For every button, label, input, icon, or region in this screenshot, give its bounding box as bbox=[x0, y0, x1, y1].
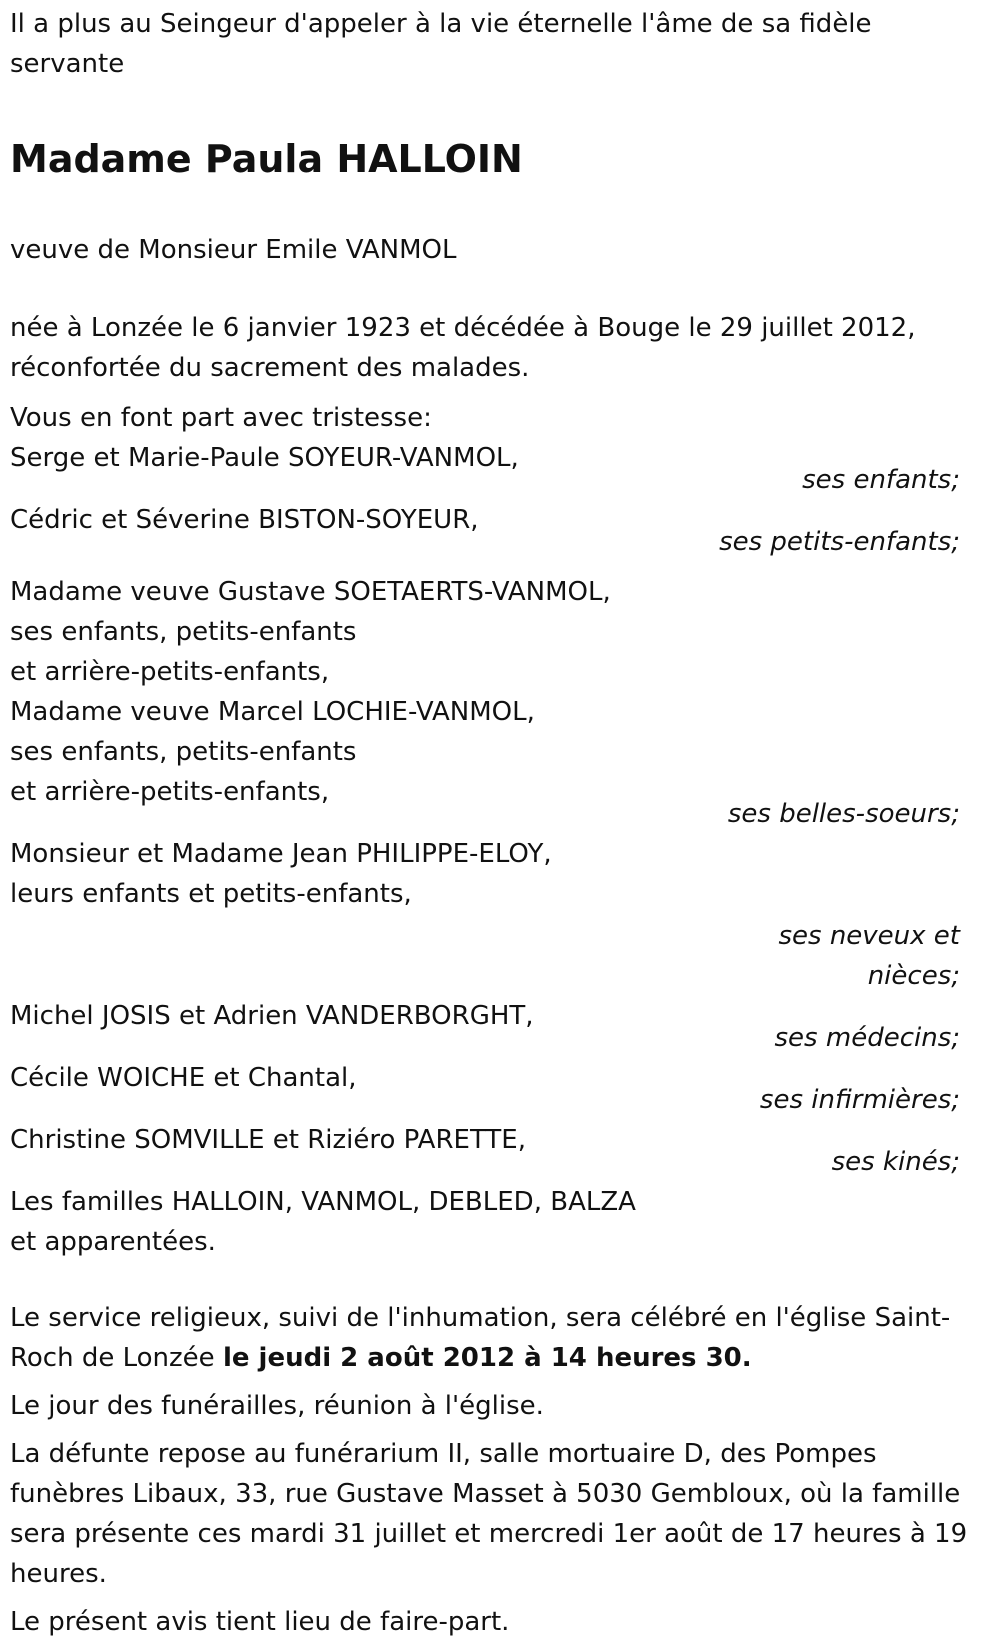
family-line: Cédric et Séverine BISTON-SOYEUR, bbox=[10, 505, 479, 535]
family-line: Cécile WOICHE et Chantal, bbox=[10, 1063, 357, 1093]
family-line: Madame veuve Gustave SOETAERTS-VANMOL, bbox=[10, 577, 611, 607]
family-line: Les familles HALLOIN, VANMOL, DEBLED, BALZA bbox=[10, 1187, 636, 1217]
family-line: Michel JOSIS et Adrien VANDERBORGHT, bbox=[10, 1001, 534, 1031]
family-role: ses infirmières; bbox=[759, 1085, 960, 1115]
family-line: et apparentées. bbox=[10, 1227, 216, 1257]
service-date: le jeudi 2 août 2012 à 14 heures 30. bbox=[222, 1343, 752, 1373]
closing-text: Le présent avis tient lieu de faire-part. bbox=[10, 1607, 510, 1637]
family-group-nurses bbox=[10, 1058, 970, 1120]
family-role: ses médecins; bbox=[774, 1023, 960, 1053]
family-role-line: nièces; bbox=[867, 961, 960, 991]
family-group-nephews bbox=[10, 834, 970, 996]
announce-text: Vous en font part avec tristesse: bbox=[10, 403, 432, 433]
family-role: ses petits-enfants; bbox=[719, 527, 960, 557]
family-line: Monsieur et Madame Jean PHILIPPE-ELOY, bbox=[10, 839, 552, 869]
family-line: et arrière-petits-enfants, bbox=[10, 777, 330, 807]
family-group-families bbox=[10, 1182, 970, 1262]
rest-text: La défunte repose au funérarium II, salle mortuaire D, des Pompes funèbres Libaux, 33, rue Gustave Masset à 5030 Gembloux, où la famille sera présente ces mardi 31 juillet et mercredi 1er août de 17 heures à 19 heures. bbox=[10, 1439, 968, 1589]
family-group-doctors bbox=[10, 996, 970, 1058]
family-line: Madame veuve Marcel LOCHIE-VANMOL, bbox=[10, 697, 535, 727]
dates-line-1: née à Lonzée le 6 janvier 1923 et décédée à Bouge le 29 juillet 2012, bbox=[10, 313, 916, 343]
family-role: ses enfants; bbox=[802, 465, 960, 495]
family-group-grandchildren bbox=[10, 500, 970, 562]
family-line: leurs enfants et petits-enfants, bbox=[10, 879, 412, 909]
deceased-name: Madame Paula HALLOIN bbox=[10, 137, 523, 181]
family-line: ses enfants, petits-enfants bbox=[10, 617, 357, 647]
obituary-notice bbox=[0, 4, 980, 1642]
intro-text: Il a plus au Seingeur d'appeler à la vie éternelle l'âme de sa fidèle servante bbox=[10, 9, 872, 79]
family-role-line: ses neveux et bbox=[778, 921, 960, 951]
family-group-sisters-in-law bbox=[10, 572, 970, 834]
service-paragraph bbox=[10, 1298, 970, 1378]
dates-line-2: réconfortée du sacrement des malades. bbox=[10, 353, 530, 383]
meeting-text: Le jour des funérailles, réunion à l'église. bbox=[10, 1391, 544, 1421]
family-role: ses kinés; bbox=[831, 1147, 960, 1177]
family-line: ses enfants, petits-enfants bbox=[10, 737, 357, 767]
family-group-children bbox=[10, 438, 970, 500]
family-line: et arrière-petits-enfants, bbox=[10, 657, 330, 687]
family-role: ses belles-soeurs; bbox=[727, 799, 960, 829]
service-text: Le service religieux, suivi de l'inhumation, sera célébré en l'église Saint-Roch de Lonzée bbox=[10, 1303, 951, 1373]
family-group-physios bbox=[10, 1120, 970, 1182]
family-line: Christine SOMVILLE et Riziéro PARETTE, bbox=[10, 1125, 526, 1155]
widow-of: veuve de Monsieur Emile VANMOL bbox=[10, 235, 457, 265]
family-line: Serge et Marie-Paule SOYEUR-VANMOL, bbox=[10, 443, 519, 473]
